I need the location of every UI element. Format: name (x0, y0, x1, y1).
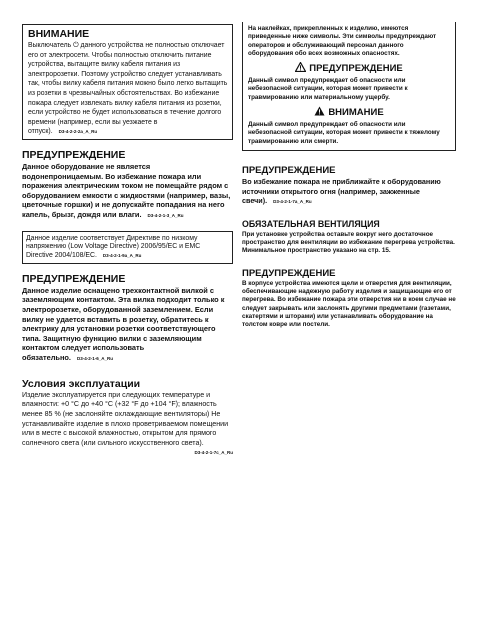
caution-title: ВНИМАНИЕ (28, 28, 90, 40)
doc-code: D3-4-2-1-9a_A_Ru (102, 253, 142, 259)
warning-text: Данное изделие оснащено трехконтактной вилкой с заземляющим контактом. Эта вилка подходит только к электророзетке, оборудованной заземлением. Если вилку не удается вставить в розетку, обратитесь к электрику для установки розетки соответствующего типа. Защитную функцию вилки с заземляющим контактом следует использовать обязательно. D3-4-2-1-6_A_Ru (22, 285, 225, 363)
warning-symbol-text: Данный символ предупреждает об опасности или небезопасной ситуации, которая может привести к травмированию или материальному ущербу. (248, 77, 408, 101)
ventilation-text: При установке устройства оставьте вокруг него достаточное пространство для вентиляции во избежание перегрева устройства. Минимальное пространство указано на стр. 15. (242, 230, 455, 255)
doc-code: D3-4-2-1-3_A_Ru (147, 212, 184, 218)
warning-grounding (22, 273, 233, 364)
warning-title: ПРЕДУПРЕЖДЕНИЕ (22, 148, 126, 161)
doc-code: D3-4-2-1-6_A_Ru (76, 356, 113, 362)
operating-conditions (22, 378, 233, 456)
doc-code: D3-4-2-2-2a_A_Ru (58, 129, 98, 135)
warning-triangle-icon (295, 62, 306, 75)
warning-text: Во избежание пожара не приближайте к оборудованию источники открытого огня (например, зажженные свечи). D3-4-2-1-7a_A_Ru (242, 176, 441, 206)
conditions-text: Изделие эксплуатируется при следующих температуре и влажности: +0 °C до +40 °C (+32 °F до +104 °F); влажность менее 85 % (не заслоняйте охлаждающие вентиляторы) Не устанавливайте изделие в плохо проветриваемом помещении или в месте с высокой влажностью, открытом для прямого солнечного света (или сильного искусственного света). (22, 390, 229, 448)
warning-fire (242, 165, 456, 207)
left-column (22, 24, 233, 466)
right-column (242, 22, 456, 338)
warning-text: В корпусе устройства имеются щели и отверстия для вентиляции, обеспечивающие надежную работу изделия и защищающие его от перегрева. Во избежание пожара эти отверстия ни в коем случае не следует закрывать или заслонять другими предметами (газетами, скатертями и шторами) или устанавливать оборудование на толстом ковре или постели. (242, 279, 456, 329)
warning-symbol-title: ПРЕДУПРЕЖДЕНИЕ (248, 62, 450, 75)
conditions-title: Условия эксплуатации (22, 377, 141, 390)
doc-code: D3-4-2-1-7c_A_Ru (194, 449, 233, 455)
symbols-intro: На наклейках, прикрепленных к изделию, имеются приведенные ниже символы. Эти символы предупреждают операторов и обслуживающий персонал данного оборудования обо всех возможных опасностях. (248, 25, 437, 57)
caution-symbol-text: Данный символ предупреждает об опасности или небезопасной ситуации, которая может привести к тяжелому травмированию или смерти. (248, 121, 440, 145)
warning-waterproof (22, 149, 233, 221)
warning-openings (242, 268, 456, 330)
ventilation-section (242, 219, 456, 256)
caution-symbol-title: ВНИМАНИЕ (248, 106, 450, 119)
doc-code: D3-4-2-1-7a_A_Ru (273, 199, 312, 205)
warning-title: ПРЕДУПРЕЖДЕНИЕ (242, 164, 336, 176)
warning-title: ПРЕДУПРЕЖДЕНИЕ (242, 267, 336, 279)
caution-triangle-icon (314, 106, 325, 119)
ventilation-title: ОБЯЗАТЕЛЬНАЯ ВЕНТИЛЯЦИЯ (242, 218, 380, 229)
caution-text: Выключатель ⏻ данного устройства не полностью отключает его от электросети. Чтобы полностью отключить питание устройства, вытащите вилку кабеля питания из электророзетки. Поэтому устройство следует устанавливать так, чтобы вилку кабеля питания можно было легко вытащить из розетки в чрезвычайных обстоятельствах. Во избежание пожара следует извлекать вилку кабеля питания из розетки, если устройство не будет использоваться в течение долгого времени (например, если вы уезжаете в отпуск). D3-4-2-2-2a_A_Ru (28, 42, 228, 136)
symbols-box (242, 22, 456, 151)
caution-box (22, 24, 233, 140)
warning-title: ПРЕДУПРЕЖДЕНИЕ (22, 272, 126, 285)
directive-box (22, 231, 233, 264)
directive-text: Данное изделие соответствует Директиве по низкому напряжению (Low Voltage Directive) 2006/95/EC и EMC Directive 2004/108/EC. D3-4-2-1-9a_A_Ru (26, 234, 201, 260)
warning-text: Данное оборудование не является водонепроницаемым. Во избежание пожара или поражения электрическим током не помещайте рядом с оборудованием емкости с жидкостями (например, вазы, цветочные горшки) и не допускайте попадания на него капель, брызг, дождя или влаги. D3-4-2-1-3_A_Ru (22, 161, 231, 219)
